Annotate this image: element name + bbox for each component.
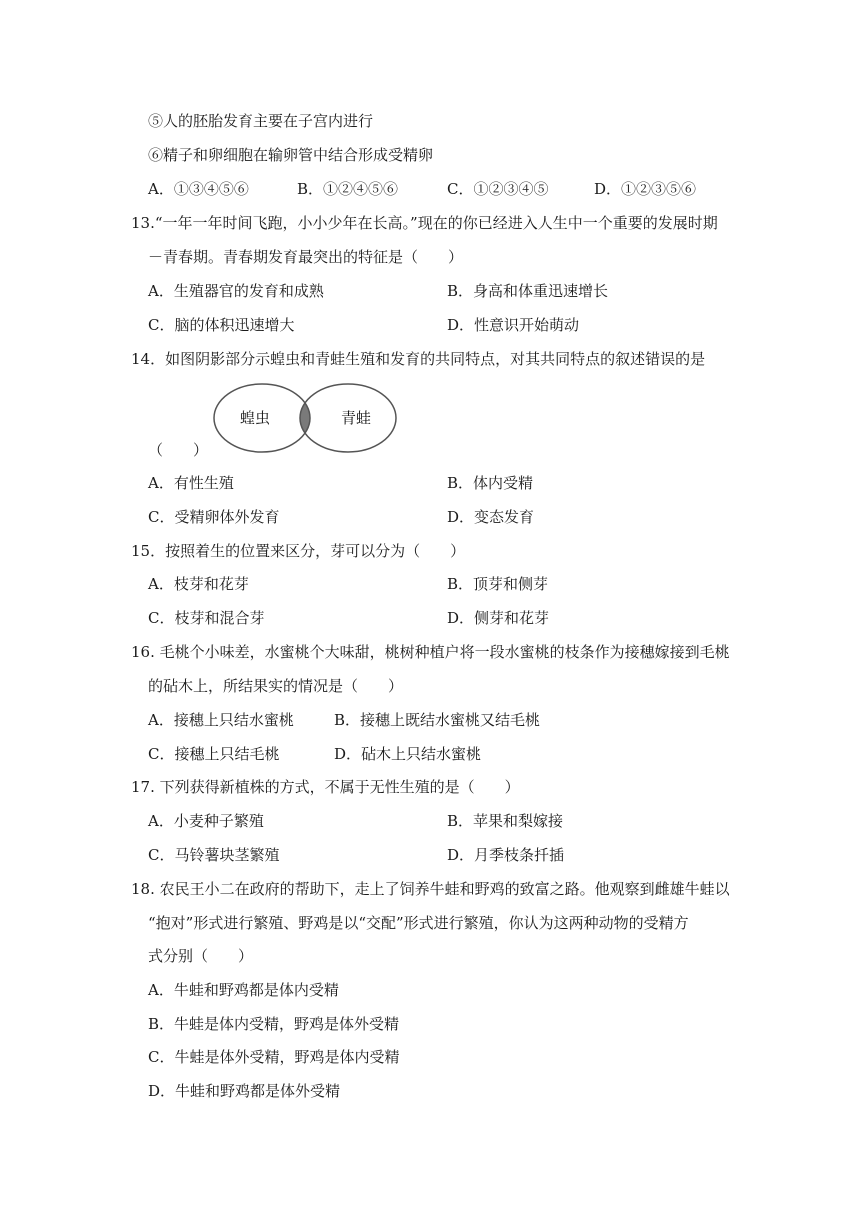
q13-stem-line2: －青春期。青春期发育最突出的特征是（ ） [148,248,464,266]
q14-option-a[interactable]: A．有性生殖 [148,474,234,492]
q17-option-b[interactable]: B．苹果和梨嫁接 [447,812,564,830]
q18-stem-line3: 式分别（ ） [148,947,254,965]
q16-stem-line2: 的砧木上，所结果实的情况是（ ） [148,677,404,695]
q15-option-d[interactable]: D．侧芽和花芽 [447,609,550,627]
venn-diagram [212,382,398,454]
q18-option-b[interactable]: B．牛蛙是体内受精，野鸡是体外受精 [148,1015,400,1033]
q12-option-b[interactable]: B．①②④⑤⑥ [297,180,399,198]
q13-option-d[interactable]: D．性意识开始萌动 [447,316,580,334]
q17-option-c[interactable]: C．马铃薯块茎繁殖 [148,846,280,864]
q14-option-d[interactable]: D．变态发育 [447,508,535,526]
q18-option-a[interactable]: A．牛蛙和野鸡都是体内受精 [148,981,339,999]
venn-label-frog: 青蛙 [340,409,372,427]
q16-option-b[interactable]: B．接穗上既结水蜜桃又结毛桃 [334,711,541,729]
statement-6: ⑥精子和卵细胞在输卵管中结合形成受精卵 [148,146,434,164]
q15-option-c[interactable]: C．枝芽和混合芽 [148,609,265,627]
q18-option-d[interactable]: D．牛蛙和野鸡都是体外受精 [148,1082,341,1100]
q13-stem-line1: 13.“一年一年时间飞跑，小小少年在长高。”现在的你已经进入人生中一个重要的发展时期 [131,214,718,232]
venn-label-locust: 蝗虫 [239,409,271,427]
q13-option-a[interactable]: A．生殖器官的发育和成熟 [148,282,324,300]
q13-option-b[interactable]: B．身高和体重迅速增长 [447,282,609,300]
q18-option-c[interactable]: C．牛蛙是体外受精，野鸡是体内受精 [148,1048,400,1066]
q18-stem-line1: 18. 农民王小二在政府的帮助下，走上了饲养牛蛙和野鸡的致富之路。他观察到雌雄牛蛙以 [131,880,730,898]
q12-option-c[interactable]: C．①②③④⑤ [447,180,549,198]
q17-option-a[interactable]: A．小麦种子繁殖 [148,812,264,830]
q18-stem-line2: “抱对”形式进行繁殖、野鸡是以“交配”形式进行繁殖，你认为这两种动物的受精方 [148,914,689,932]
q15-option-a[interactable]: A．枝芽和花芽 [148,575,249,593]
q16-stem-line1: 16. 毛桃个小味差，水蜜桃个大味甜，桃树种植户将一段水蜜桃的枝条作为接穗嫁接到毛桃 [131,643,730,661]
q14-answer-paren: （ ） [148,441,209,459]
q17-option-d[interactable]: D．月季枝条扦插 [447,846,565,864]
q14-option-b[interactable]: B．体内受精 [447,474,534,492]
q16-option-d[interactable]: D．砧木上只结水蜜桃 [334,745,482,763]
statement-5: ⑤人的胚胎发育主要在子宫内进行 [148,112,374,130]
q12-option-d[interactable]: D．①②③⑤⑥ [594,180,697,198]
q14-option-c[interactable]: C．受精卵体外发育 [148,508,280,526]
q16-option-c[interactable]: C．接穗上只结毛桃 [148,745,280,763]
q15-stem: 15．按照着生的位置来区分，芽可以分为（ ） [131,542,466,560]
q15-option-b[interactable]: B．顶芽和侧芽 [447,575,549,593]
q12-option-a[interactable]: A．①③④⑤⑥ [148,180,249,198]
q17-stem: 17. 下列获得新植株的方式，不属于无性生殖的是（ ） [131,778,520,796]
q13-option-c[interactable]: C．脑的体积迅速增大 [148,316,295,334]
q16-option-a[interactable]: A．接穗上只结水蜜桃 [148,711,294,729]
q14-stem: 14．如图阴影部分示蝗虫和青蛙生殖和发育的共同特点，对其共同特点的叙述错误的是 [131,350,706,368]
